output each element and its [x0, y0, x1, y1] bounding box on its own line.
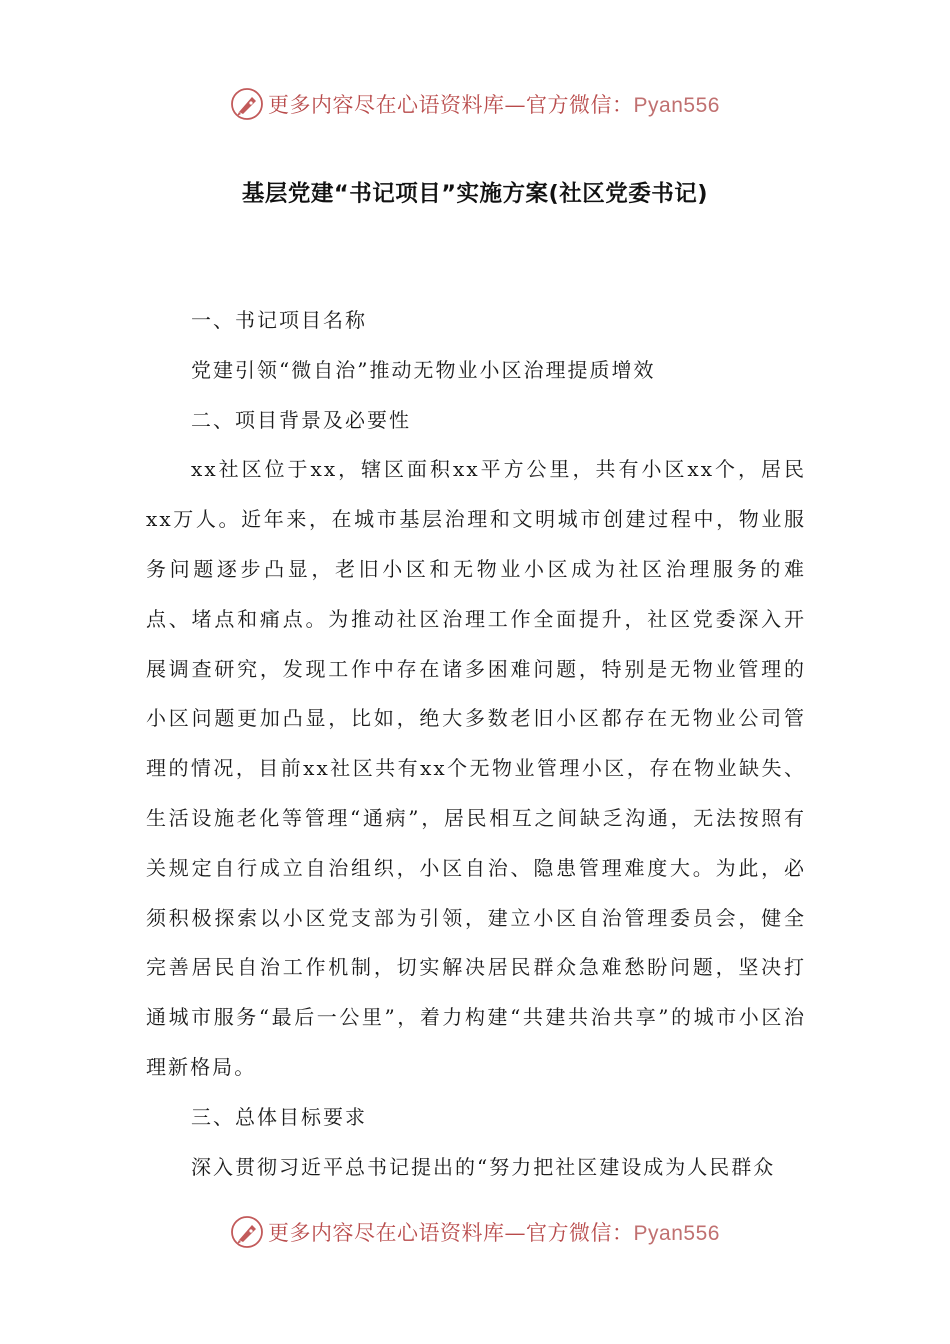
document-body: [146, 296, 806, 1192]
pen-nib-logo-icon: [230, 87, 264, 121]
section-1-body: 党建引领“微自治”推动无物业小区治理提质增效: [191, 357, 656, 382]
watermark-text: 更多内容尽在心语资料库—官方微信：: [268, 1221, 634, 1245]
section-1-heading: 一、书记项目名称: [191, 308, 367, 332]
watermark-banner-bottom: [0, 1210, 950, 1254]
watermark-wechat-id: Pyan556: [633, 1222, 720, 1245]
section-3-heading: 三、总体目标要求: [191, 1104, 367, 1129]
section-3-body: 深入贯彻习近平总书记提出的“努力把社区建设成为人民群众: [191, 1154, 776, 1179]
watermark-text: 更多内容尽在心语资料库—官方微信：: [268, 93, 634, 117]
watermark-wechat-id: Pyan556: [633, 94, 720, 117]
watermark-banner-top: [0, 82, 950, 126]
section-2-body: xx社区位于xx，辖区面积xx平方公里，共有小区xx个，居民xx万人。近年来，在城市基层治理和文明城市创建过程中，物业服务问题逐步凸显，老旧小区和无物业小区成为社区治理服务的难点、堵点和痛点。为推动社区治理工作全面提升，社区党委深入开展调查研究，发现工作中存在诸多困难问题，特别是无物业管理的小区问题更加凸显，比如，绝大多数老旧小区都存在无物业公司管理的情况，目前xx社区共有xx个无物业管理小区，存在物业缺失、生活设施老化等管理“通病”，居民相互之间缺乏沟通，无法按照有关规定自行成立自治组织，小区自治、隐患管理难度大。为此，必须积极探索以小区党支部为引领，建立小区自治管理委员会，健全完善居民自治工作机制，切实解决居民群众急难愁盼问题，坚决打通城市服务“最后一公里”，着力构建“共建共治共享”的城市小区治理新格局。: [146, 457, 806, 1079]
pen-nib-logo-icon: [230, 1215, 264, 1249]
section-2-heading: 二、项目背景及必要性: [191, 407, 411, 432]
document-title: 基层党建“书记项目”实施方案(社区党委书记): [241, 181, 709, 207]
